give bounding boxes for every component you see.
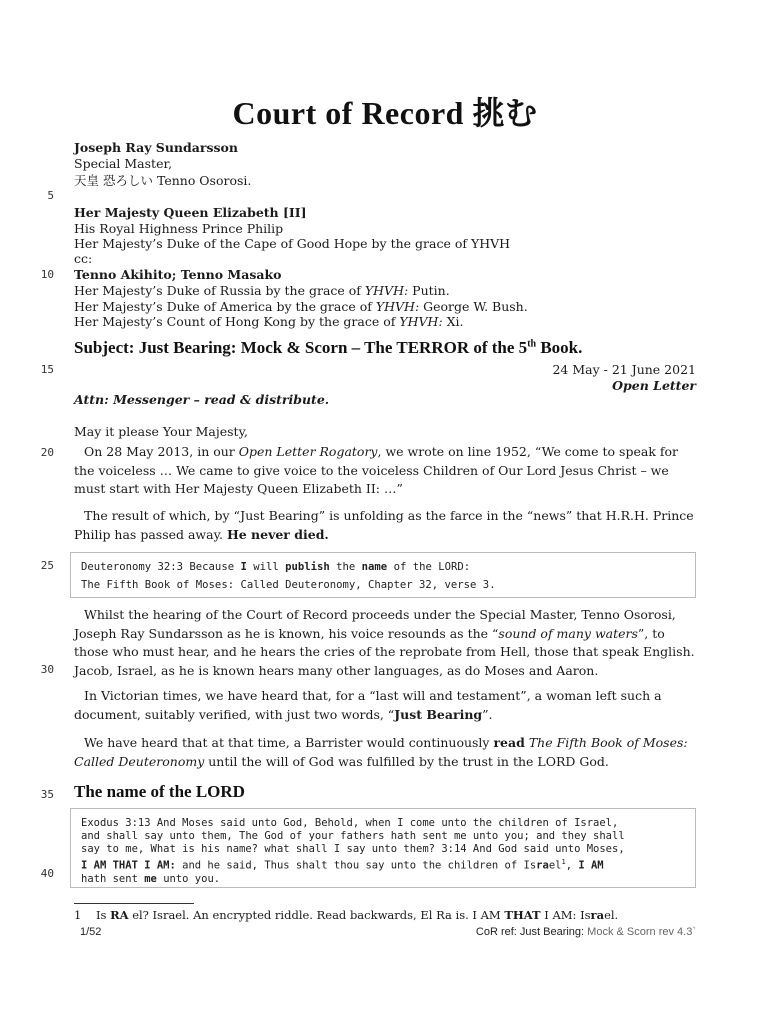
paragraph-2: The result of which, by “Just Bearing” is unfolding as the farce in the “news” that H.R.H. Prince Philip has passed away. He never died. [74, 508, 694, 542]
footnote-divider [74, 903, 194, 904]
date-range: 24 May - 21 June 2021 [552, 362, 696, 377]
line-number: 35 [40, 788, 54, 801]
code-line: I AM THAT I AM: and he said, Thus shalt thou say unto the children of Israel$^1$, I AM [81, 858, 604, 872]
exodus-quote-box [70, 808, 696, 888]
line-number: 10 [40, 268, 54, 281]
section-heading: The name of the LORD [74, 782, 245, 801]
recipient-america: Her Majesty’s Duke of America by the grace of YHVH: George W. Bush. [74, 299, 528, 314]
line-number: 40 [40, 867, 54, 880]
recipient-hongkong: Her Majesty’s Count of Hong Kong by the grace of YHVH: Xi. [74, 314, 464, 329]
code-line: hath sent me unto you. [81, 872, 221, 885]
code-line: Exodus 3:13 And Moses said unto God, Behold, when I come unto the children of Israel, [81, 817, 619, 829]
line-number: 15 [40, 363, 54, 376]
page-number: 1/52 [80, 926, 102, 938]
author-name: Joseph Ray Sundarsson [74, 140, 238, 155]
salutation: May it please Your Majesty, [74, 424, 248, 439]
author-role: Special Master, [74, 156, 173, 171]
paragraph-4: In Victorian times, we have heard that, for a “last will and testament”, a woman left such a document, suitably verified, with just two words, “Just Bearing”. [74, 688, 662, 722]
paragraph-3: Whilst the hearing of the Court of Record proceeds under the Special Master, Tenno Osorosi, Joseph Ray Sundarsson as he is known, his voice resounds as the “sound of many waters”, to those who must hear, and he hears the cries of the reprobate from Hell, those that speak English. Jacob, Israel, as he is known hears many other languages, as do Moses and Aaron. [74, 607, 695, 678]
recipient-tenno: Tenno Akihito; Tenno Masako [74, 267, 282, 282]
recipient-queen: Her Majesty Queen Elizabeth [II] [74, 205, 307, 220]
code-line: The Fifth Book of Moses: Called Deuteronomy, Chapter 32, verse 3. [81, 579, 496, 591]
code-line: and shall say unto them, The God of your fathers hath sent me unto you; and they shall [81, 830, 625, 842]
code-line: Deuteronomy 32:3 Because I will publish the name of the LORD: [81, 561, 471, 573]
recipient-duke-cape: Her Majesty’s Duke of the Cape of Good Hope by the grace of YHVH [74, 236, 511, 251]
document-reference: CoR ref: Just Bearing: Mock & Scorn rev 4.3` [475, 926, 696, 938]
subject-line: Subject: Just Bearing: Mock & Scorn – The TERROR of the 5th Book. [74, 338, 583, 357]
recipient-russia: Her Majesty’s Duke of Russia by the grace of YHVH: Putin. [74, 283, 450, 298]
paragraph-5: We have heard that at that time, a Barrister would continuously read The Fifth Book of Moses: Called Deuteronomy until the will of God was fulfilled by the trust in the LORD God. [74, 735, 688, 769]
deuteronomy-quote-box [70, 552, 696, 598]
cc-label: cc: [74, 251, 93, 266]
line-number: 30 [40, 663, 54, 676]
line-number: 20 [40, 446, 54, 459]
paragraph-1: On 28 May 2013, in our Open Letter Rogatory, we wrote on line 1952, “We come to speak for the voiceless … We came to give voice to the voiceless Children of Our Lord Jesus Christ – we must start with Her Majesty Queen Elizabeth II: …” [74, 444, 678, 496]
author-title-japanese: 天皇 恐ろしい Tenno Osorosi. [74, 173, 252, 188]
code-line: say to me, What is his name? what shall I say unto them? 3:14 And God said unto Moses, [81, 843, 625, 855]
document-title: Court of Record 挑む [232, 95, 538, 131]
line-number: 5 [47, 189, 54, 202]
open-letter-label: Open Letter [612, 378, 696, 393]
attn-line: Attn: Messenger – read & distribute. [74, 392, 330, 407]
recipient-prince: His Royal Highness Prince Philip [74, 221, 284, 236]
line-number: 25 [40, 559, 54, 572]
footnote: 1 Is RA el? Israel. An encrypted riddle. Read backwards, El Ra is. I AM THAT I AM: Israel. [74, 908, 619, 922]
